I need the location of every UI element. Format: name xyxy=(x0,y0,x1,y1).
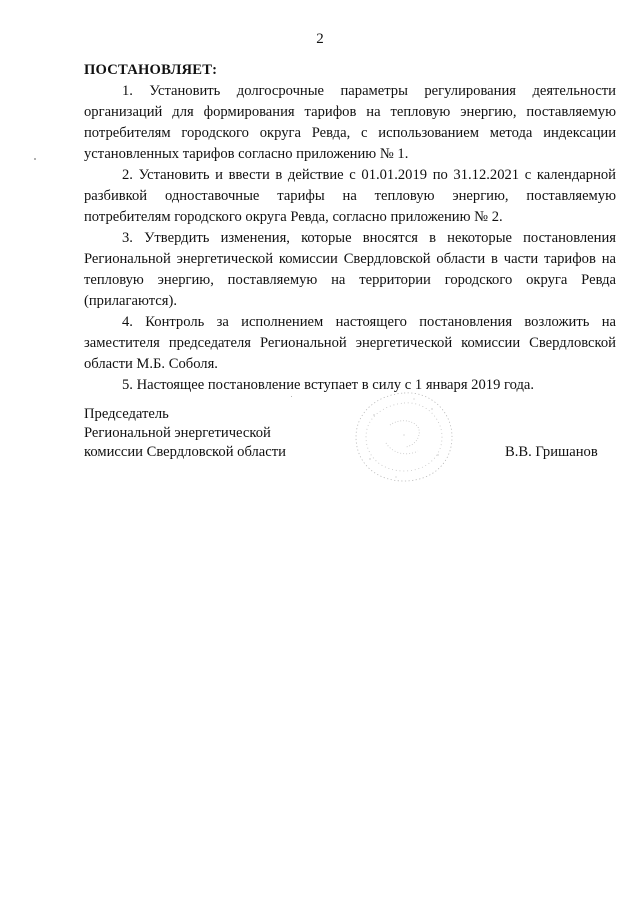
signer-title-line: Председатель xyxy=(84,406,169,422)
page-number: 2 xyxy=(316,31,324,47)
signer-name: В.В. Гришанов xyxy=(505,444,598,460)
resolution-item-5: 5. Настоящее постановление вступает в силу с 1 января 2019 года. xyxy=(122,377,535,393)
document-body xyxy=(84,60,616,396)
resolution-item-2: 2. Установить и ввести в действие с 01.01.2019 по 31.12.2021 с календарной разбивкой одноставочные тарифы на тепловую энергию, поставляемую потребителям городского округа Ревда, согласно приложению № 2. xyxy=(84,167,616,225)
faded-stamp xyxy=(346,385,462,489)
resolution-item-1: 1. Установить долгосрочные параметры регулирования деятельности организаций для формирования тарифов на тепловую энергию, поставляемую потребителям городского округа Ревда, с использованием метода индексации установленных тарифов согласно приложению № 1. xyxy=(84,83,616,162)
scan-speck xyxy=(291,396,292,397)
signer-title-line: комиссии Свердловской области xyxy=(84,444,286,460)
signer-title-line: Региональной энергетической xyxy=(84,425,271,441)
resolution-item-3: 3. Утвердить изменения, которые вносятся в некоторые постановления Региональной энергетической комиссии Свердловской области в части тарифов на тепловую энергию, поставляемую на территории городского округа Ревда (прилагаются). xyxy=(84,230,616,309)
scan-speck xyxy=(34,158,36,160)
resolution-item-4: 4. Контроль за исполнением настоящего постановления возложить на заместителя председателя Региональной энергетической комиссии Свердловской области М.Б. Соболя. xyxy=(84,314,616,372)
signer-title xyxy=(84,405,286,462)
resolution-heading: ПОСТАНОВЛЯЕТ: xyxy=(84,62,218,78)
